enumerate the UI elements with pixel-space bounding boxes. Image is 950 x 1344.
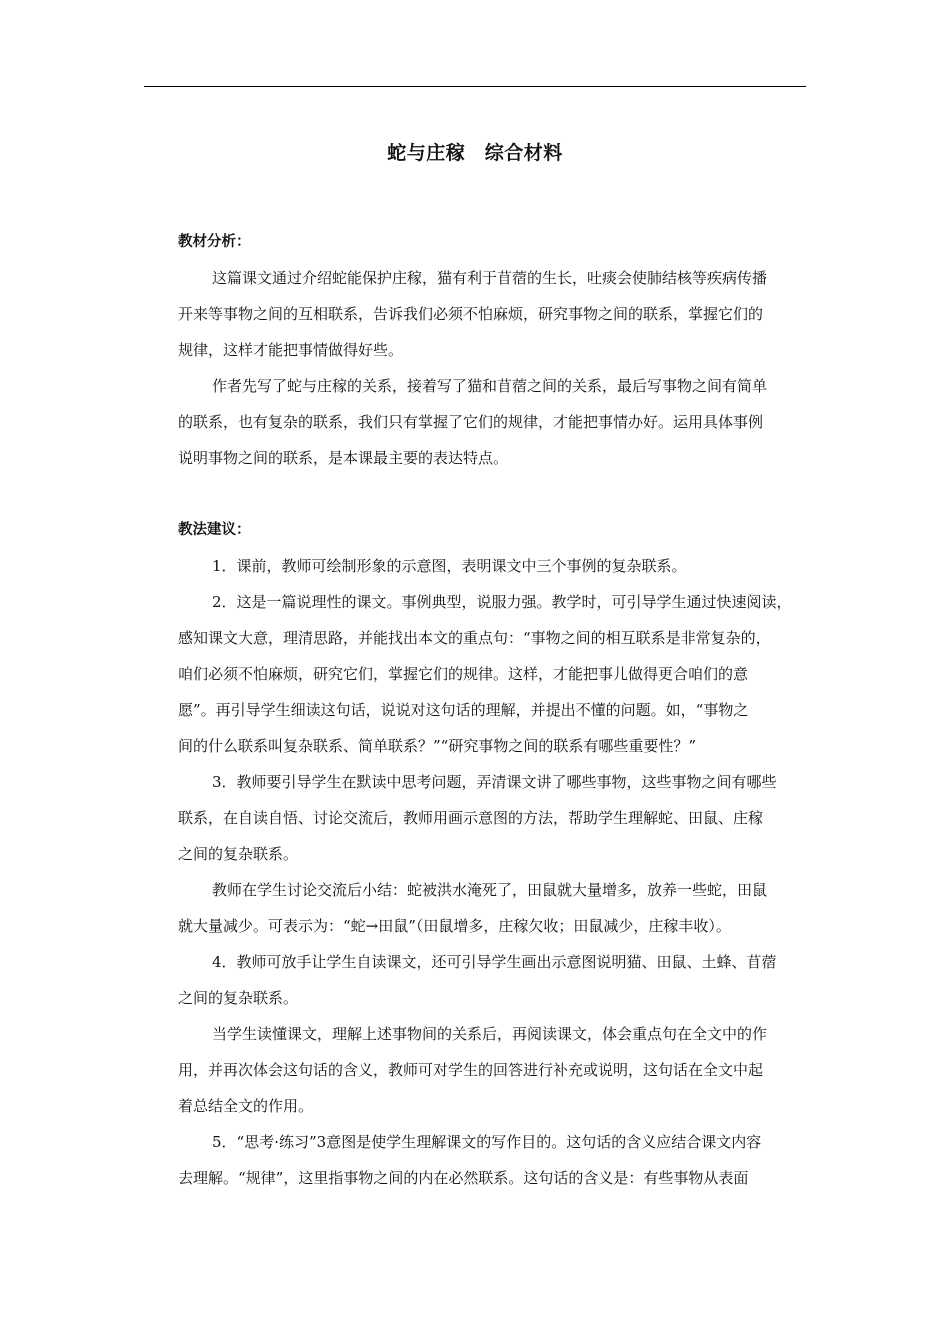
paragraph [144, 764, 814, 872]
text-line: 这篇课文通过介绍蛇能保护庄稼，猫有利于苜蓿的生长，吐痰会使肺结核等疾病传播 [212, 269, 768, 287]
section-spacer [144, 476, 814, 512]
text-line: 间的什么联系叫复杂联系、简单联系？”“研究事物之间的联系有哪些重要性？” [178, 737, 697, 755]
paragraph [144, 548, 814, 584]
paragraph [144, 1016, 814, 1124]
document-title: 蛇与庄稼 综合材料 [387, 142, 563, 164]
paragraph [144, 872, 814, 944]
text-line: 愿”。再引导学生细读这句话，说说对这句话的理解，并提出不懂的问题。如，“事物之 [178, 701, 749, 719]
text-line: 5．“思考·练习”3意图是使学生理解课文的写作目的。这句话的含义应结合课文内容 [212, 1133, 762, 1151]
text-line: 咱们必须不怕麻烦，研究它们，掌握它们的规律。这样，才能把事儿做得更合咱们的意 [178, 665, 749, 683]
text-line: 作者先写了蛇与庄稼的关系，接着写了猫和苜蓿之间的关系，最后写事物之间有简单 [212, 377, 768, 395]
text-line: 2．这是一篇说理性的课文。事例典型，说服力强。教学时，可引导学生通过快速阅读， [212, 593, 792, 611]
paragraph [144, 944, 814, 1016]
text-line: 的联系，也有复杂的联系，我们只有掌握了它们的规律，才能把事情办好。运用具体事例 [178, 413, 764, 431]
text-line: 教师在学生讨论交流后小结：蛇被洪水淹死了，田鼠就大量增多，放养一些蛇，田鼠 [212, 881, 768, 899]
text-line: 感知课文大意，理清思路，并能找出本文的重点句：“事物之间的相互联系是非常复杂的， [178, 629, 771, 647]
text-line: 说明事物之间的联系，是本课最主要的表达特点。 [178, 449, 509, 467]
text-line: 4．教师可放手让学生自读课文，还可引导学生画出示意图说明猫、田鼠、土蜂、苜蓿 [212, 953, 777, 971]
paragraph [144, 584, 814, 764]
document-body [144, 224, 814, 1196]
text-line: 3．教师要引导学生在默读中思考问题，弄清课文讲了哪些事物，这些事物之间有哪些 [212, 773, 777, 791]
text-line: 开来等事物之间的互相联系，告诉我们必须不怕麻烦，研究事物之间的联系，掌握它们的 [178, 305, 764, 323]
text-line: 联系，在自读自悟、讨论交流后，教师用画示意图的方法，帮助学生理解蛇、田鼠、庄稼 [178, 809, 764, 827]
section-heading-analysis: 教材分析： [178, 233, 251, 250]
text-line: 就大量减少。可表示为：“蛇→田鼠”（田鼠增多，庄稼欠收；田鼠减少，庄稼丰收）。 [178, 917, 731, 935]
text-line: 之间的复杂联系。 [178, 989, 299, 1007]
paragraph [144, 1124, 814, 1196]
paragraph [144, 260, 814, 368]
section-heading-teaching: 教法建议： [178, 521, 251, 538]
paragraph [144, 368, 814, 476]
text-line: 1．课前，教师可绘制形象的示意图，表明课文中三个事例的复杂联系。 [212, 557, 687, 575]
text-line: 去理解。“规律”，这里指事物之间的内在必然联系。这句话的含义是：有些事物从表面 [178, 1169, 749, 1187]
text-line: 当学生读懂课文，理解上述事物间的关系后，再阅读课文，体会重点句在全文中的作 [212, 1025, 768, 1043]
header-rule [144, 86, 806, 87]
text-line: 规律，这样才能把事情做得好些。 [178, 341, 404, 359]
text-line: 用，并再次体会这句话的含义，教师可对学生的回答进行补充或说明，这句话在全文中起 [178, 1061, 764, 1079]
text-line: 之间的复杂联系。 [178, 845, 299, 863]
text-line: 着总结全文的作用。 [178, 1097, 314, 1115]
